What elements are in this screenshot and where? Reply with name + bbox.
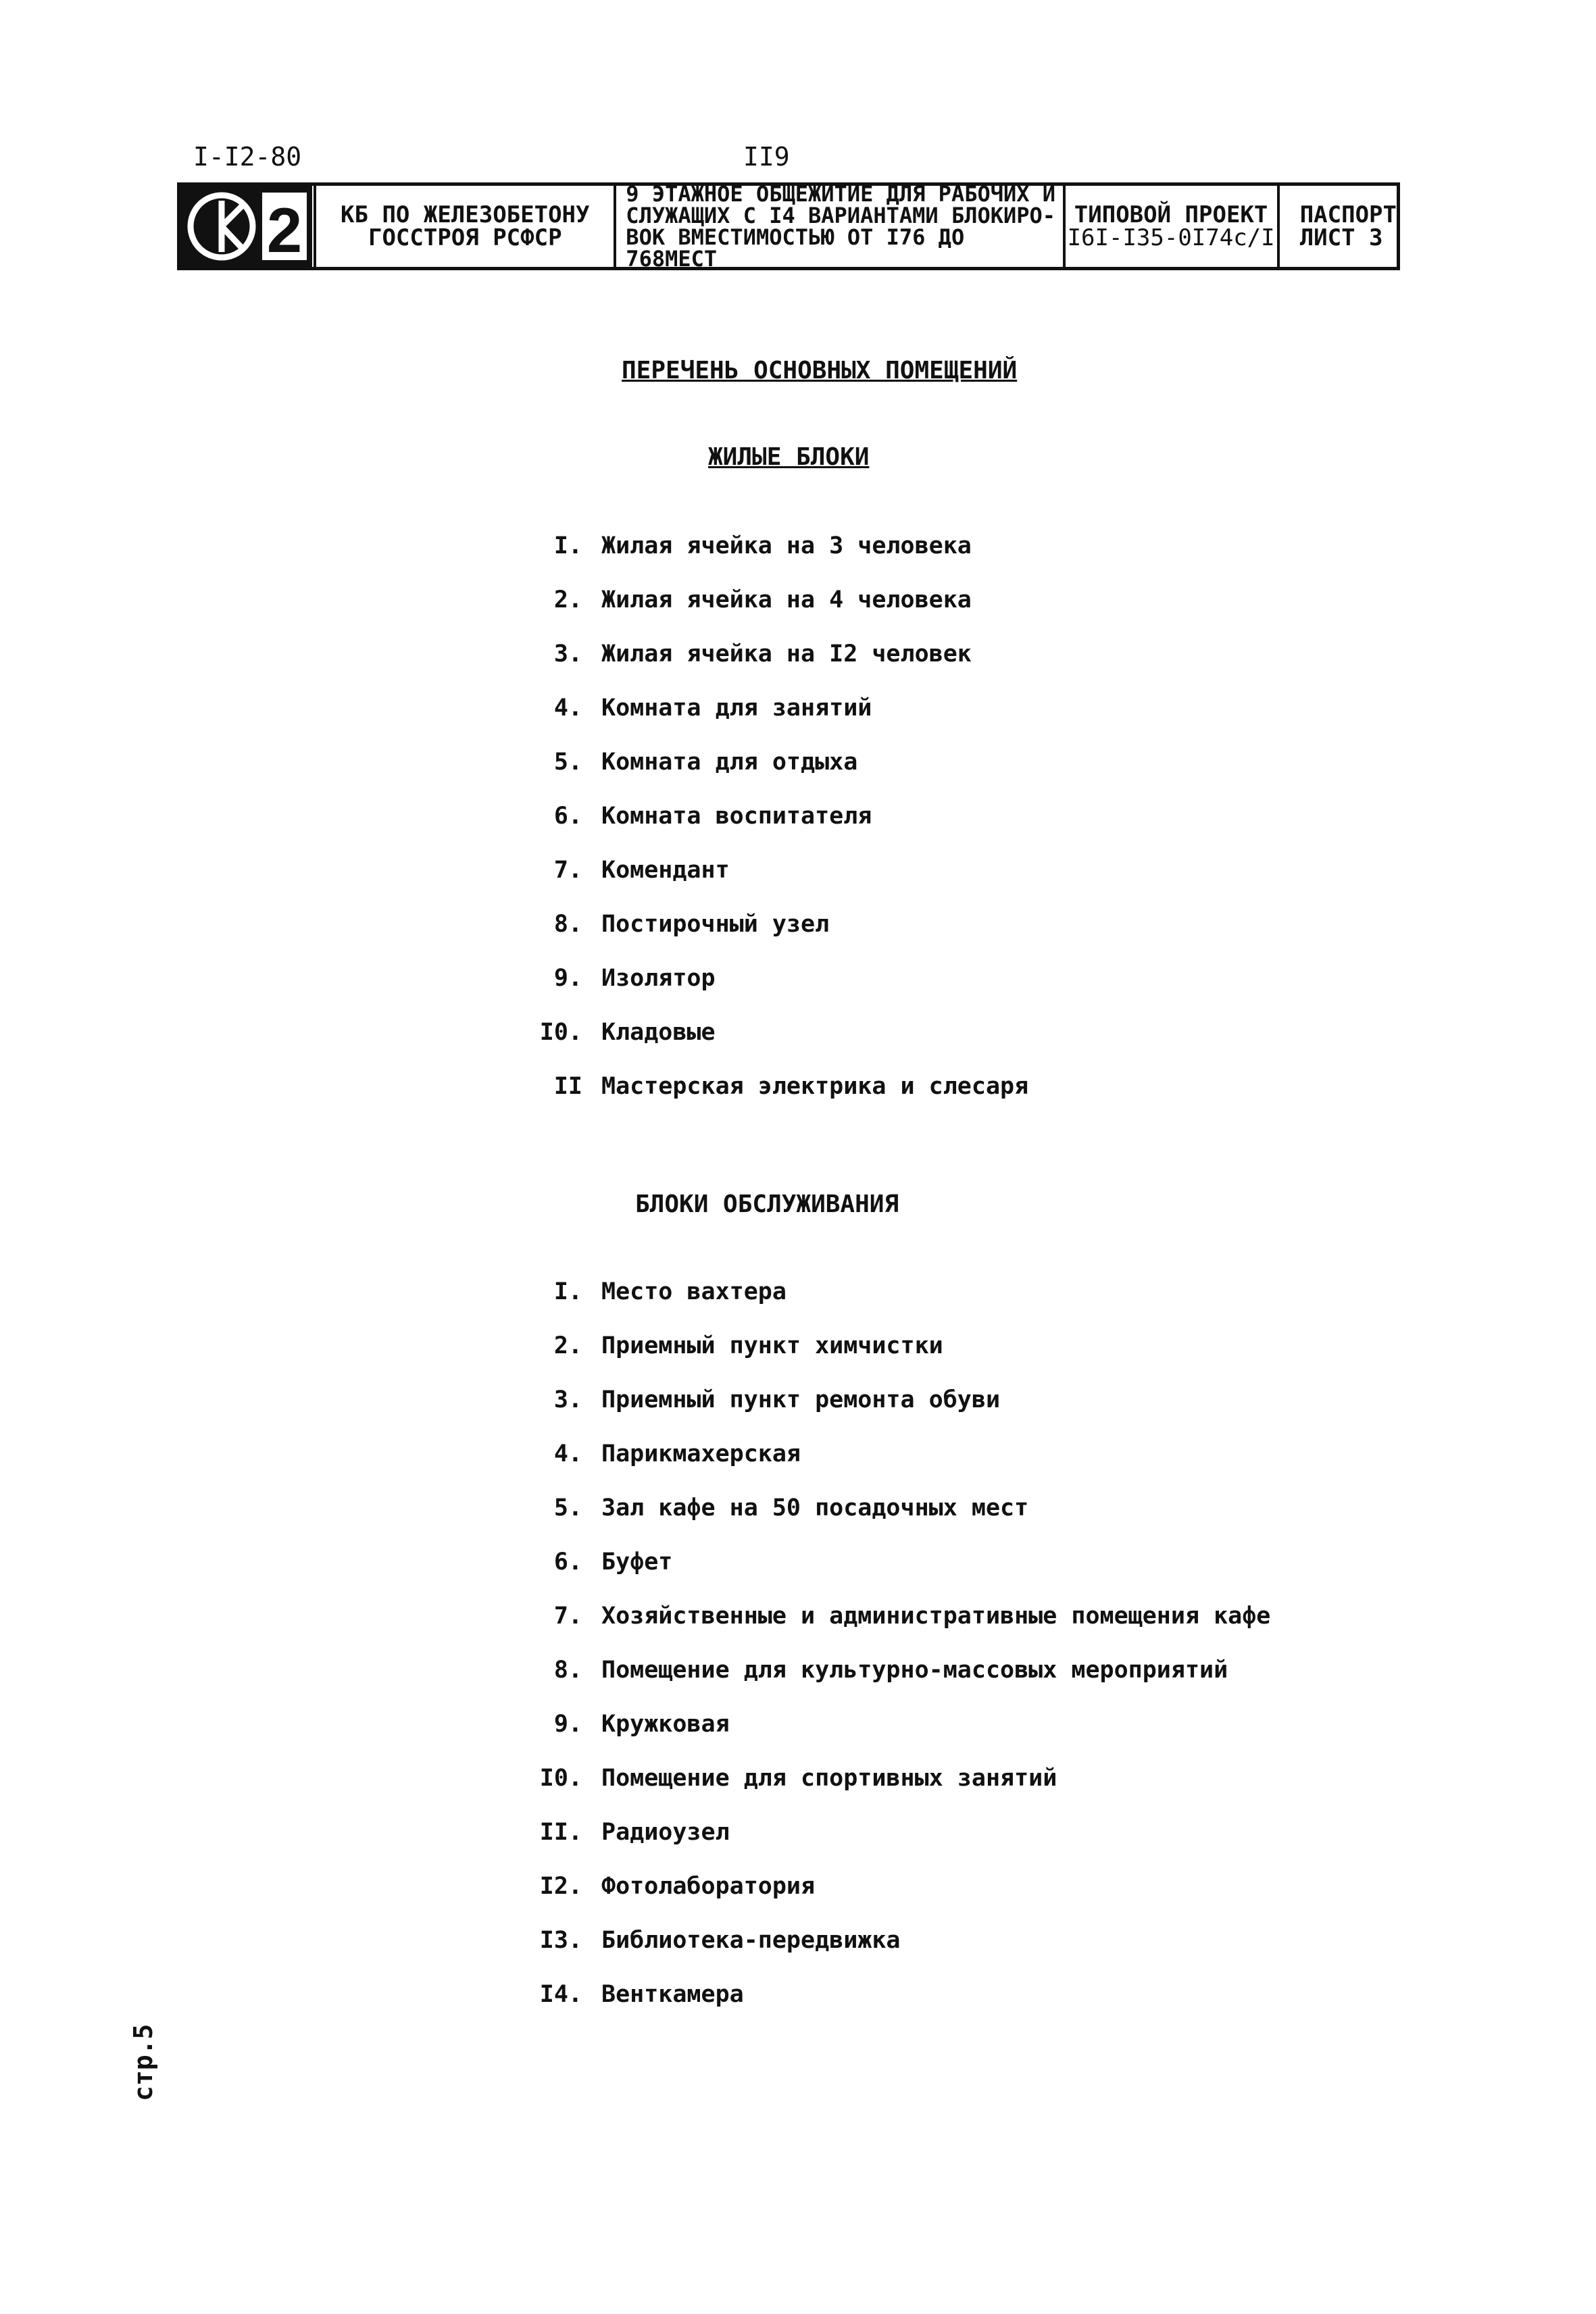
list-item: 3. Приемный пункт ремонта обуви: [553, 1386, 1001, 1413]
list-item: 7. Хозяйственные и административные помещения кафе: [553, 1603, 1271, 1630]
list-item: I. Место вахтера: [553, 1278, 787, 1305]
list-item: 7. Комендант: [553, 857, 730, 884]
list-item: I3. Библиотека-передвижка: [539, 1927, 901, 1954]
document-code: I-I2-80: [193, 142, 302, 172]
list-item: 5. Зал кафе на 50 посадочных мест: [553, 1494, 1029, 1521]
list-item: II. Радиоузел: [539, 1819, 730, 1846]
residential-list: [527, 519, 1028, 1113]
list-item: 4. Комната для занятий: [553, 695, 872, 722]
service-title: БЛОКИ ОБСЛУЖИВАНИЯ: [635, 1190, 899, 1218]
project-code-cell: [1066, 186, 1280, 267]
sheet-cell: [1280, 186, 1397, 267]
logo: [182, 186, 316, 267]
service-list: [527, 1265, 1270, 2021]
main-title: ПЕРЕЧЕНЬ ОСНОВНЫХ ПОМЕЩЕНИЙ: [622, 357, 1018, 384]
list-item: II Мастерская электрика и слесаря: [553, 1073, 1029, 1100]
project-title-cell: [616, 181, 1065, 272]
list-item: 5. Комната для отдыха: [553, 749, 858, 776]
list-item: 3. Жилая ячейка на I2 человек: [553, 640, 972, 668]
project-code: I6I-I35-0I74с/I: [1067, 224, 1275, 251]
list-item: 9. Кружковая: [553, 1711, 730, 1738]
title-line-2: СЛУЖАЩИХ С I4 ВАРИАНТАМИ БЛОКИРО-: [626, 203, 1056, 228]
title-line-1: 9 ЭТАЖНОЕ ОБЩЕЖИТИЕ ДЛЯ РАБОЧИХ И: [626, 181, 1056, 207]
list-item: I. Жилая ячейка на 3 человека: [553, 532, 972, 559]
list-item: 9. Изолятор: [553, 965, 716, 992]
organization-cell: [316, 186, 616, 267]
sheet-line-1: ПАСПОРТ: [1299, 201, 1397, 228]
title-line-3: ВОК ВМЕСТИМОСТЬЮ ОТ I76 ДО 768МЕСТ: [626, 224, 965, 272]
list-item: I2. Фотолаборатория: [539, 1873, 816, 1900]
sk-logo-icon: [182, 186, 312, 267]
logo-digit: 2: [266, 195, 303, 266]
org-line-1: КБ ПО ЖЕЛЕЗОБЕТОНУ: [341, 201, 590, 228]
list-item: I0. Кладовые: [539, 1019, 716, 1046]
page-number: II9: [743, 142, 790, 172]
sheet-line-2: ЛИСТ 3: [1299, 224, 1383, 251]
list-item: 6. Комната воспитателя: [553, 803, 872, 830]
side-page-label: стр.5: [128, 2023, 158, 2101]
list-item: I4. Венткамера: [539, 1981, 744, 2008]
org-line-2: ГОССТРОЯ РСФСР: [368, 224, 562, 251]
list-item: 2. Приемный пункт химчистки: [553, 1332, 943, 1359]
list-item: 2. Жилая ячейка на 4 человека: [553, 586, 972, 613]
list-item: 4. Парикмахерская: [553, 1440, 801, 1467]
list-item: 8. Помещение для культурно-массовых мероприятий: [553, 1657, 1228, 1684]
list-item: I0. Помещение для спортивных занятий: [539, 1765, 1057, 1792]
list-item: 8. Постирочный узел: [553, 911, 830, 938]
title-block: [177, 182, 1400, 270]
list-item: 6. Буфет: [553, 1549, 673, 1576]
project-label: ТИПОВОЙ ПРОЕКТ: [1074, 201, 1268, 228]
residential-title: ЖИЛЫЕ БЛОКИ: [708, 443, 870, 471]
